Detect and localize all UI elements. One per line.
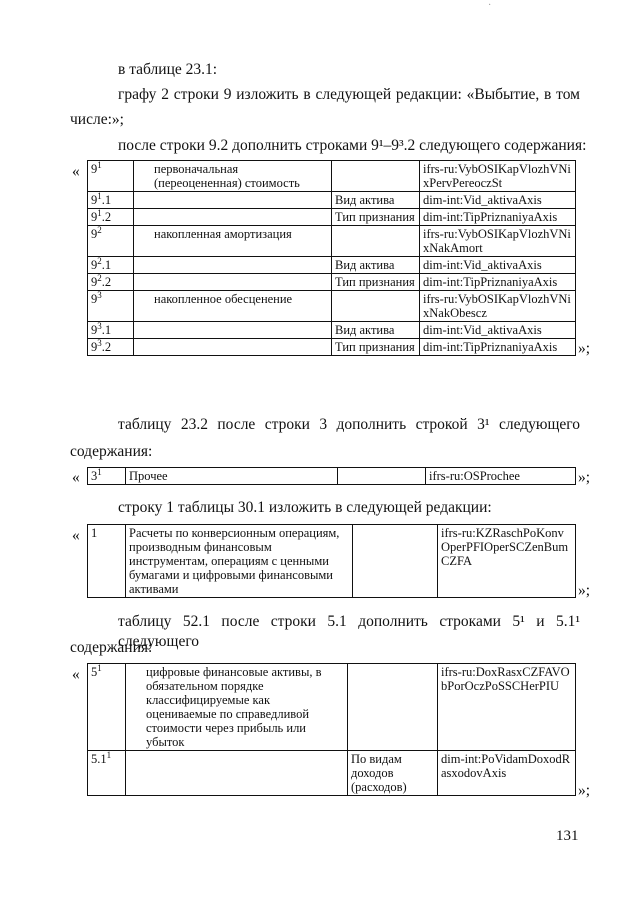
row-number: $9^2.1$ [88, 257, 134, 274]
row-description: Расчеты по конверсионным операциям, производным финансовым инструментам, операциям с ценными бумагами и цифровыми финансовыми активами [126, 525, 353, 598]
row-description [134, 192, 332, 209]
row-number: $5^1$ [88, 664, 126, 751]
table-30-1-row [87, 524, 576, 598]
row-number: $9^3.2$ [88, 339, 134, 356]
row-description: Прочее [126, 468, 338, 485]
row-number: $9^3$ [88, 291, 134, 322]
row-axis [353, 525, 438, 598]
row-number: $5.1^1$ [88, 751, 126, 796]
row-axis: По видам доходов (расходов) [348, 751, 438, 796]
table-row [88, 192, 576, 209]
row-axis: Тип признания [332, 209, 420, 226]
row-code: dim-int:PoVidamDoxodRasxodovAxis [438, 751, 576, 796]
row-number: $9^3.1$ [88, 322, 134, 339]
para2-line-1 [118, 415, 580, 435]
row-description [134, 274, 332, 291]
table2-close-quote: »; [578, 469, 591, 486]
row-description: накопленная амортизация [134, 226, 332, 257]
row-axis: Тип признания [332, 274, 420, 291]
row-code: dim-int:TipPriznaniyaAxis [420, 274, 576, 291]
row-description: цифровые финансовые активы, в обязательном порядке классифицируемые как оцениваемые по справедливой стоимости через прибыль или убыток [126, 664, 348, 751]
row-description: накопленное обесценение [134, 291, 332, 322]
para2-line-2: содержания: [70, 443, 153, 460]
row-number: 1 [88, 525, 126, 598]
table-row [88, 525, 576, 598]
table-row [88, 274, 576, 291]
row-axis [332, 291, 420, 322]
table3-close-quote: »; [578, 582, 591, 599]
para4-text: таблицу 52.1 после строки 5.1 дополнить строками 5¹ и 5.1¹ следующего [118, 613, 580, 650]
table2-open-quote: « [72, 469, 80, 486]
row-axis [332, 226, 420, 257]
row-code: dim-int:Vid_aktivaAxis [420, 257, 576, 274]
table-row [88, 751, 576, 796]
page-number: 131 [556, 828, 579, 844]
table-23-2-addition [87, 467, 576, 485]
table-52-1-additions [87, 663, 576, 796]
table-row [88, 209, 576, 226]
row-code: dim-int:Vid_aktivaAxis [420, 192, 576, 209]
row-code: ifrs-ru:OSProchee [426, 468, 576, 485]
table-row [88, 226, 576, 257]
para3-line-1: строку 1 таблицы 30.1 изложить в следующей редакции: [118, 499, 492, 516]
row-description [134, 257, 332, 274]
table1-close-quote: »; [578, 340, 591, 357]
table-row [88, 339, 576, 356]
row-axis: Вид актива [332, 322, 420, 339]
row-code: ifrs-ru:KZRaschPoKonvOperPFIOperSCZenBumCZFA [438, 525, 576, 598]
row-number: $9^1$ [88, 161, 134, 192]
row-code: dim-int:TipPriznaniyaAxis [420, 209, 576, 226]
row-number: $3^1$ [88, 468, 126, 485]
row-axis: Вид актива [332, 257, 420, 274]
row-number: $9^1.1$ [88, 192, 134, 209]
row-code: dim-int:TipPriznaniyaAxis [420, 339, 576, 356]
table-row [88, 291, 576, 322]
table-row [88, 257, 576, 274]
row-description [126, 751, 348, 796]
row-number: $9^2.2$ [88, 274, 134, 291]
table-row [88, 161, 576, 192]
row-code: ifrs-ru:VybOSIKapVlozhVNixNakObescz [420, 291, 576, 322]
row-description [134, 339, 332, 356]
row-number: $9^1.2$ [88, 209, 134, 226]
row-code: dim-int:Vid_aktivaAxis [420, 322, 576, 339]
table4-open-quote: « [72, 666, 80, 683]
row-axis: Вид актива [332, 192, 420, 209]
table-row [88, 468, 576, 485]
row-axis [332, 161, 420, 192]
row-axis [338, 468, 426, 485]
intro-line-1: в таблице 23.1: [118, 61, 218, 78]
table-row [88, 664, 576, 751]
row-description [134, 322, 332, 339]
intro-line-2a: графу 2 строки 9 изложить в следующей редакции: «Выбытие, в том [118, 86, 580, 103]
table-23-1-additions [87, 160, 576, 356]
row-description: первоначальная (переоцененная) стоимость [134, 161, 332, 192]
row-code: ifrs-ru:DoxRasxCZFAVObPorOczPoSSCHerPIU [438, 664, 576, 751]
para2-text: таблицу 23.2 после строки 3 дополнить строкой 3¹ следующего [118, 416, 580, 433]
table4-close-quote: »; [578, 782, 591, 799]
para4-line-2: содержания: [70, 639, 153, 656]
para4-line-1 [118, 612, 580, 652]
table3-open-quote: « [72, 527, 80, 544]
table1-open-quote: « [72, 163, 80, 180]
row-description [134, 209, 332, 226]
intro-line-3: после строки 9.2 дополнить строками 9¹–9³.2 следующего содержания: [118, 137, 587, 154]
row-axis: Тип признания [332, 339, 420, 356]
table-row [88, 322, 576, 339]
row-number: $9^2$ [88, 226, 134, 257]
row-axis [348, 664, 438, 751]
row-code: ifrs-ru:VybOSIKapVlozhVNixPervPereoczSt [420, 161, 576, 192]
scan-mark: · [488, 0, 492, 11]
row-code: ifrs-ru:VybOSIKapVlozhVNixNakAmort [420, 226, 576, 257]
intro-line-2b: числе:»; [70, 111, 124, 128]
